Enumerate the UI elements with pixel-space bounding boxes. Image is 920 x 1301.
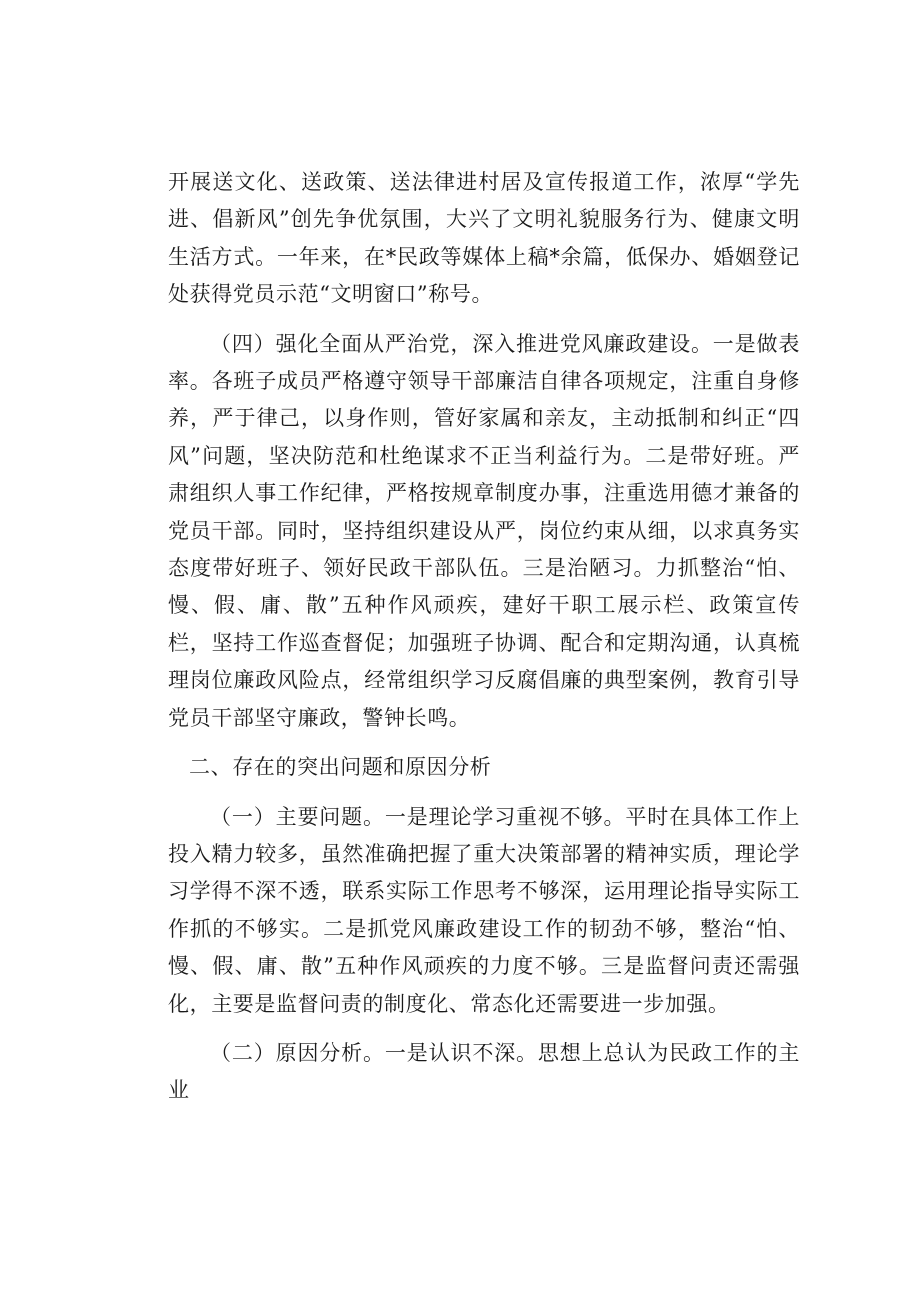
section-heading-two: 二、存在的突出问题和原因分析 — [189, 755, 492, 780]
paragraph-section-four: （四）强化全面从严治党，深入推进党风廉政建设。一是做表率。各班子成员严格遵守领导干部廉洁自律各项规定，注重自身修养，严于律己，以身作则，管好家属和亲友，主动抵制和纠正“四风”问题，坚决防范和杜绝谋求不正当利益行为。二是带好班。严肃组织人事工作纪律，严格按规章制度办事，注重选用德才兼备的党员干部。同时，坚持组织建设从严，岗位约束从细，以求真务实态度带好班子、领好民政干部队伍。三是治陋习。力抓整治“怕、慢、假、庸、散”五种作风顽疾，建好干职工展示栏、政策宣传栏，坚持工作巡查督促；加强班子协调、配合和定期沟通，认真梳理岗位廉政风险点，经常组织学习反腐倡廉的典型案例，教育引导党员干部坚守廉政，警钟长鸣。 — [168, 331, 800, 730]
paragraph-cause-analysis: （二）原因分析。一是认识不深。思想上总认为民政工作的主业 — [168, 1040, 800, 1103]
paragraph-continuation: 开展送文化、送政策、送法律进村居及宣传报道工作，浓厚“学先进、倡新风”创先争优氛围，大兴了文明礼貌服务行为、健康文明生活方式。一年来，在*民政等媒体上稿*余篇，低保办、婚姻登记处获得党员示范“文明窗口”称号。 — [168, 170, 800, 307]
paragraph-main-problems: （一）主要问题。一是理论学习重视不够。平时在具体工作上投入精力较多，虽然准确把握了重大决策部署的精神实质，理论学习学得不深不透，联系实际工作思考不够深，运用理论指导实际工作抓的不够实。二是抓党风廉政建设工作的韧劲不够，整治“怕、慢、假、庸、散”五种作风顽疾的力度不够。三是监督问责还需强化，主要是监督问责的制度化、常态化还需要进一步加强。 — [168, 804, 800, 1016]
body-text — [168, 164, 800, 1122]
